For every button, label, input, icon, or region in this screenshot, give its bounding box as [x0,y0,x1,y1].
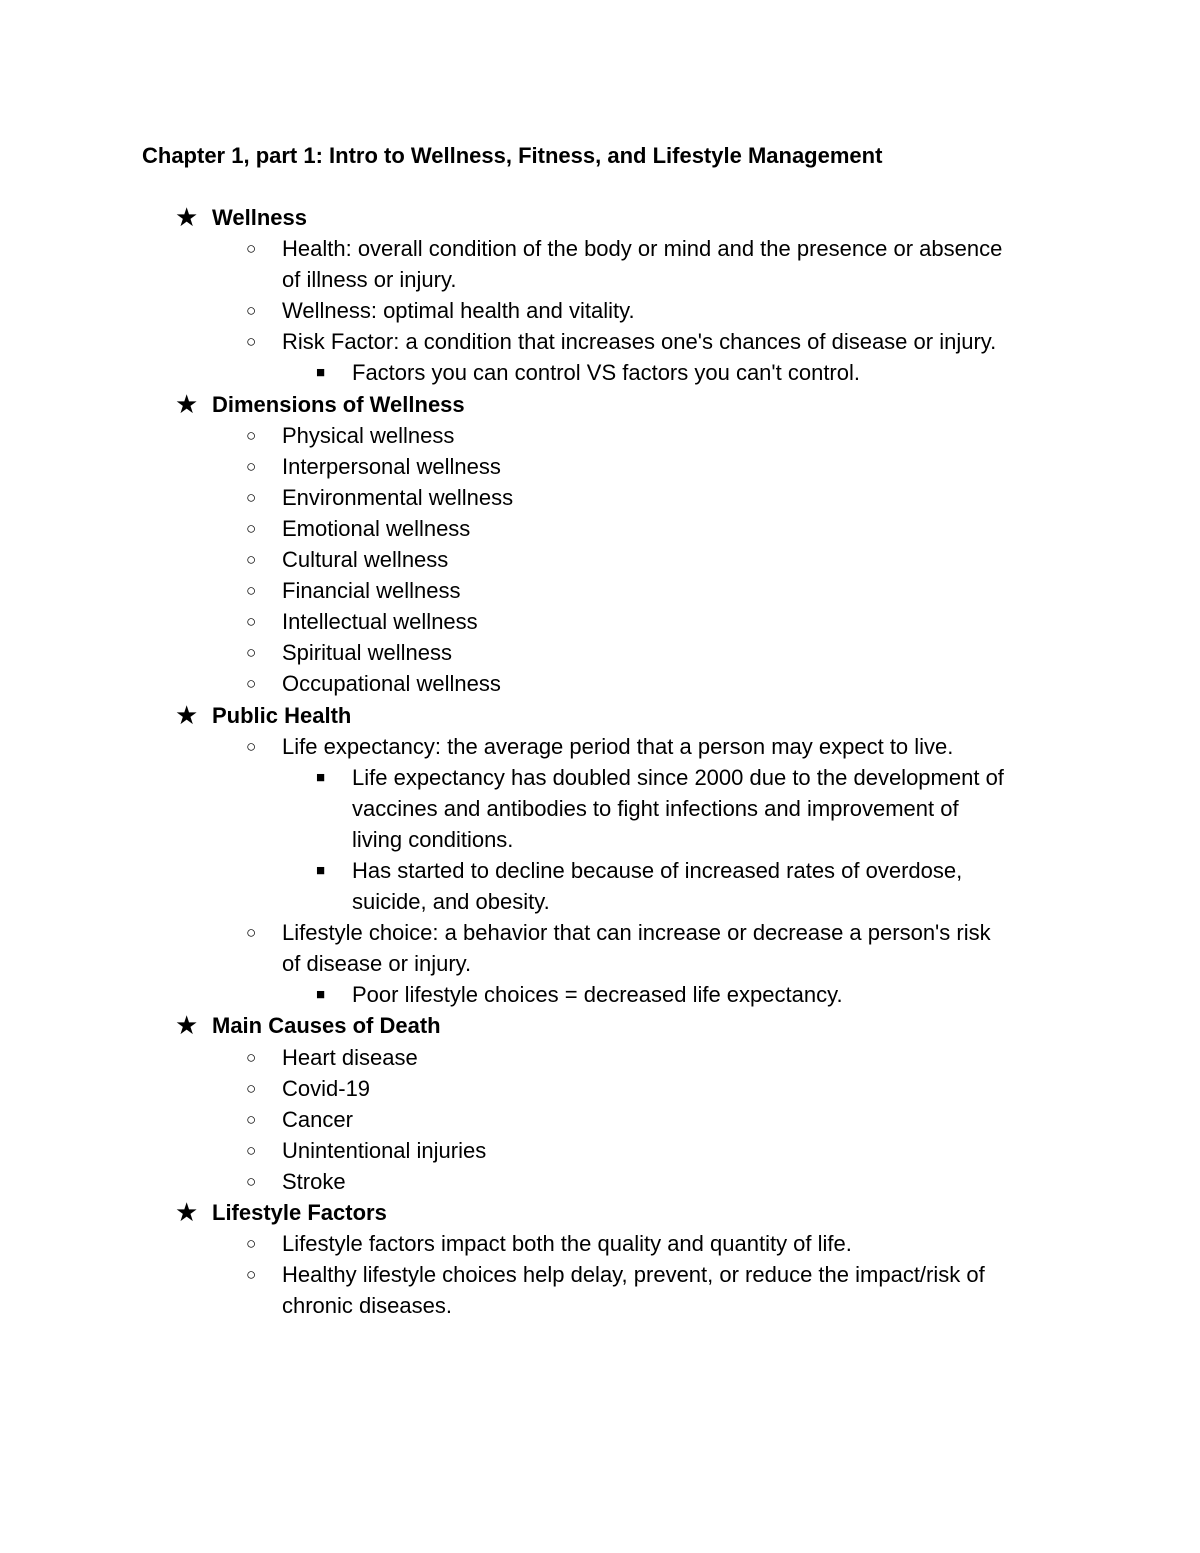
list-item [0,544,1200,575]
section-heading-text: Dimensions of Wellness [212,391,465,417]
list-item-text: Healthy lifestyle choices help delay, prevent, or reduce the impact/risk of [282,1262,985,1288]
list-item-text: Cultural wellness [282,547,449,573]
sub-list-item-text: Has started to decline because of increased rates of overdose, [352,857,963,883]
list-item [0,917,1200,948]
list-item-text: Wellness: optimal health and vitality. [282,298,635,324]
list-item-text: Risk Factor: a condition that increases one's chances of disease or injury. [282,329,997,355]
section-heading-dimensions [0,389,1200,420]
sub-list-item-continuation [0,886,1200,917]
sub-list-item [0,357,1200,388]
list-item [0,1104,1200,1135]
sub-list-item-text: living conditions. [352,826,514,852]
square-bullet-icon: ■ [316,986,326,1004]
star-bullet-icon: ★ [175,388,199,419]
list-item [0,1228,1200,1259]
sub-list-item-text: Factors you can control VS factors you can't control. [352,360,860,386]
circle-bullet-icon: ○ [246,456,257,476]
list-item-text: Heart disease [282,1044,418,1070]
list-item-text: Physical wellness [282,422,455,448]
list-item-text: Lifestyle choice: a behavior that can increase or decrease a person's risk [282,920,991,946]
star-bullet-icon: ★ [175,1197,199,1227]
list-item [0,513,1200,544]
star-bullet-icon: ★ [175,699,199,730]
list-item-text: Intellectual wellness [282,609,478,635]
list-item-text: Life expectancy: the average period that a person may expect to live. [282,733,954,759]
sub-list-item-text: Life expectancy has doubled since 2000 due to the development of [352,764,1004,790]
list-item [0,1135,1200,1166]
list-item [0,233,1200,264]
list-item [0,1042,1200,1073]
sub-list-item [0,855,1200,886]
sub-list-item-continuation [0,824,1200,855]
circle-bullet-icon: ○ [246,550,257,570]
list-item [0,668,1200,699]
list-item [0,295,1200,326]
list-item-text: Environmental wellness [282,484,514,510]
circle-bullet-icon: ○ [246,1109,257,1129]
list-item-continuation [0,1290,1200,1321]
circle-bullet-icon: ○ [246,1140,257,1160]
square-bullet-icon: ■ [316,364,326,382]
square-bullet-icon: ■ [316,861,326,879]
section-heading-wellness [0,202,1200,233]
circle-bullet-icon: ○ [246,487,257,507]
circle-bullet-icon: ○ [246,1171,257,1191]
list-item [0,326,1200,357]
sub-list-item-text: vaccines and antibodies to fight infections and improvement of [352,795,959,821]
section-heading-public-health [0,700,1200,731]
list-item [0,1166,1200,1197]
circle-bullet-icon: ○ [246,612,257,632]
circle-bullet-icon: ○ [246,674,257,694]
section-heading-causes-of-death [0,1010,1200,1041]
list-item-text: Unintentional injuries [282,1137,487,1163]
list-item-continuation [0,264,1200,295]
list-item-text: chronic diseases. [282,1293,452,1319]
list-item-text: Cancer [282,1106,353,1132]
list-item-text: of disease or injury. [282,951,472,977]
section-heading-lifestyle-factors [0,1197,1200,1228]
list-item-text: Spiritual wellness [282,640,452,666]
list-item [0,451,1200,482]
list-item [0,575,1200,606]
star-bullet-icon: ★ [175,202,199,232]
page-title: Chapter 1, part 1: Intro to Wellness, Fitness, and Lifestyle Management [142,143,883,168]
list-item-text: Interpersonal wellness [282,453,501,479]
list-item-text: Stroke [282,1168,346,1194]
section-heading-text: Public Health [212,702,352,728]
sub-list-item-continuation [0,793,1200,824]
list-item [0,637,1200,668]
section-heading-text: Lifestyle Factors [212,1200,387,1225]
list-item-continuation [0,948,1200,979]
list-item [0,1073,1200,1104]
list-item-text: Occupational wellness [282,671,501,697]
star-bullet-icon: ★ [175,1010,199,1041]
section-heading-text: Main Causes of Death [212,1013,441,1039]
sub-list-item-text: Poor lifestyle choices = decreased life expectancy. [352,982,843,1008]
circle-bullet-icon: ○ [246,425,257,445]
circle-bullet-icon: ○ [246,301,257,321]
list-item [0,606,1200,637]
list-item [0,1259,1200,1290]
circle-bullet-icon: ○ [246,239,257,259]
list-item-text: Emotional wellness [282,515,471,541]
circle-bullet-icon: ○ [246,1078,257,1098]
circle-bullet-icon: ○ [246,518,257,538]
list-item-text: of illness or injury. [282,267,457,293]
circle-bullet-icon: ○ [246,923,257,943]
list-item [0,420,1200,451]
sub-list-item [0,762,1200,793]
circle-bullet-icon: ○ [246,1265,257,1285]
list-item-text: Lifestyle factors impact both the quality and quantity of life. [282,1231,852,1257]
list-item-text: Financial wellness [282,578,461,604]
square-bullet-icon: ■ [316,768,326,786]
list-item-text: Covid-19 [282,1075,371,1101]
circle-bullet-icon: ○ [246,1234,257,1254]
sub-list-item [0,979,1200,1010]
notes-outline [0,202,1200,1321]
circle-bullet-icon: ○ [246,643,257,663]
list-item [0,731,1200,762]
circle-bullet-icon: ○ [246,736,257,756]
circle-bullet-icon: ○ [246,581,257,601]
list-item [0,482,1200,513]
circle-bullet-icon: ○ [246,332,257,352]
sub-list-item-text: suicide, and obesity. [352,889,550,915]
section-heading-text: Wellness [212,205,307,230]
circle-bullet-icon: ○ [246,1047,257,1067]
list-item-text: Health: overall condition of the body or mind and the presence or absence [282,236,1003,262]
